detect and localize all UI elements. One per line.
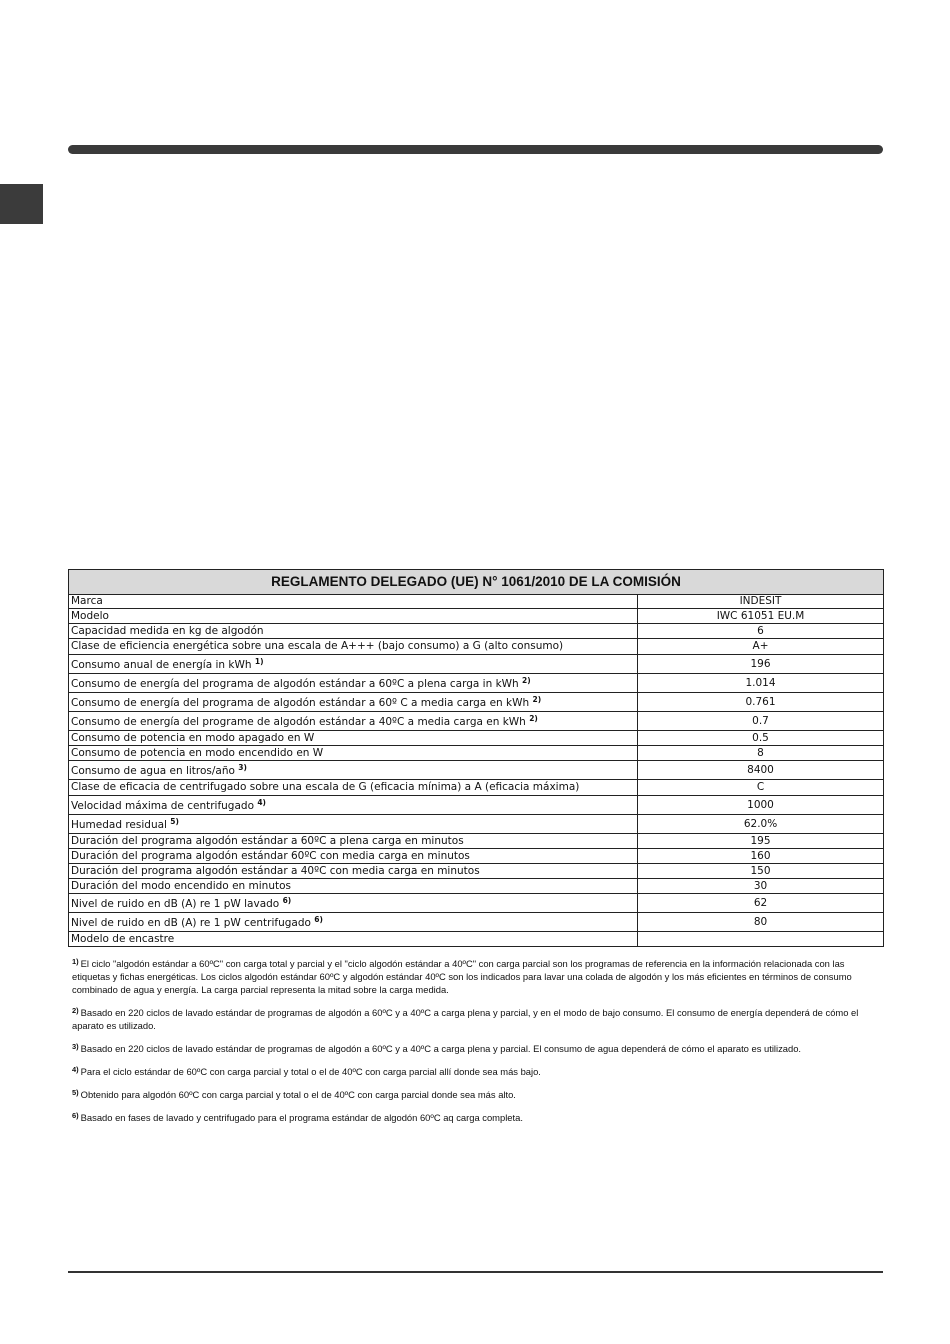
- footnote-text: Basado en 220 ciclos de lavado estándar de programas de algodón a 60ºC y a 40ºC a carga plena y parcial, y en el modo de bajo consumo. El consumo de energía dependerá de cómo el aparato es utilizado.: [72, 1007, 859, 1031]
- row-value: C: [638, 780, 884, 796]
- footnote-mark: 2): [72, 1006, 79, 1015]
- footnote-text: Basado en 220 ciclos de lavado estándar de programas de algodón a 60ºC y a 40ºC a carga plena y parcial. El consumo de agua dependerá de cómo el aparato es utilizado.: [80, 1043, 802, 1054]
- row-value: 195: [638, 834, 884, 849]
- table-title: REGLAMENTO DELEGADO (UE) N° 1061/2010 DE LA COMISIÓN: [69, 570, 884, 595]
- row-label-text: Consumo de potencia en modo apagado en W: [71, 731, 315, 744]
- row-label: [69, 595, 638, 609]
- row-label-text: Marca: [71, 595, 103, 608]
- row-label: [69, 879, 638, 894]
- footnote-ref: 2): [522, 675, 531, 685]
- footnote-ref: 1): [254, 656, 264, 666]
- table-row: [69, 693, 884, 712]
- row-value: A+: [638, 639, 884, 655]
- row-label-text: Clase de eficacia de centrifugado sobre una escala de G (eficacia mínima) a A (eficacia máxima): [71, 781, 580, 794]
- row-label: [69, 639, 638, 655]
- footnote: [72, 1004, 882, 1032]
- footnote-ref: 2): [529, 713, 538, 723]
- row-label-text: Duración del programa algodón estándar 60ºC con media carga en minutos: [71, 849, 470, 862]
- footnote-mark: 3): [72, 1042, 79, 1051]
- footnote: [72, 1063, 882, 1078]
- footnote: [72, 1109, 882, 1124]
- footnote-text: El ciclo "algodón estándar a 60ºC" con carga total y parcial y el "ciclo algodón estándar a 40ºC" con carga parcial son los programas de referencia en la información relacionada con las etiquetas y fichas energéticas. Los ciclos algodón estándar 60ºC y algodón estándar 40ºC son los indicados para lavar una colada de algodón y los más eficientes en términos de consumo combinado de agua y energía. La carga parcial representa la mitad sobre la carga medida.: [72, 958, 852, 995]
- regulation-table: [68, 569, 884, 947]
- footnote-ref: 5): [170, 816, 179, 826]
- row-label-text: Consumo de potencia en modo encendido en W: [71, 746, 324, 759]
- table-row: [69, 913, 884, 932]
- row-value: 62: [638, 894, 884, 913]
- row-label-text: Consumo de energía del programa de algodón estándar a 60º C a media carga en kWh: [71, 696, 530, 709]
- row-value: 8: [638, 746, 884, 761]
- row-label: [69, 913, 638, 932]
- row-label: [69, 624, 638, 639]
- footnote-mark: 4): [72, 1065, 79, 1074]
- table-body: [69, 595, 884, 947]
- row-value: INDESIT: [638, 595, 884, 609]
- row-label: [69, 674, 638, 693]
- table-row: [69, 894, 884, 913]
- row-label: [69, 712, 638, 731]
- footnote-ref: 6): [282, 895, 292, 905]
- table-row: [69, 796, 884, 815]
- row-value: 30: [638, 879, 884, 894]
- row-value: 196: [638, 655, 884, 674]
- row-value: 0.5: [638, 731, 884, 746]
- row-label-text: Duración del programa algodón estándar a 40ºC con media carga en minutos: [71, 864, 480, 877]
- row-value: 1.014: [638, 674, 884, 693]
- row-label-text: Velocidad máxima de centrifugado: [71, 799, 254, 812]
- table-row: [69, 879, 884, 894]
- table-row: [69, 609, 884, 624]
- table-row: [69, 761, 884, 780]
- row-label-text: Capacidad medida en kg de algodón: [71, 624, 264, 637]
- footnote-text: Para el ciclo estándar de 60ºC con carga parcial y total o el de 40ºC con carga parcial allí donde sea más bajo.: [80, 1066, 541, 1077]
- footnote: [72, 1086, 882, 1101]
- table-row: [69, 849, 884, 864]
- header-rule: [68, 145, 883, 154]
- row-value: 8400: [638, 761, 884, 780]
- row-value: 0.761: [638, 693, 884, 712]
- row-label-text: Humedad residual: [71, 818, 167, 831]
- table-row: [69, 932, 884, 947]
- table-row: [69, 712, 884, 731]
- footnote-ref: 2): [532, 694, 542, 704]
- row-value: 6: [638, 624, 884, 639]
- table-row: [69, 595, 884, 609]
- row-value: [638, 932, 884, 947]
- table-row: [69, 864, 884, 879]
- row-value: IWC 61051 EU.M: [638, 609, 884, 624]
- row-label-text: Consumo de agua en litros/año: [71, 764, 235, 777]
- footnote-ref: 4): [257, 797, 266, 807]
- table-row: [69, 746, 884, 761]
- row-label: [69, 655, 638, 674]
- row-label-text: Modelo de encastre: [71, 932, 175, 945]
- row-value: 160: [638, 849, 884, 864]
- row-label: [69, 864, 638, 879]
- footer-rule: [68, 1271, 883, 1273]
- row-label-text: Nivel de ruido en dB (A) re 1 pW lavado: [71, 897, 280, 910]
- table-row: [69, 624, 884, 639]
- row-label: [69, 731, 638, 746]
- row-label: [69, 761, 638, 780]
- row-value: 80: [638, 913, 884, 932]
- row-label: [69, 834, 638, 849]
- footnote-mark: 5): [72, 1088, 79, 1097]
- table-row: [69, 674, 884, 693]
- row-label: [69, 815, 638, 834]
- footnote-text: Obtenido para algodón 60ºC con carga parcial y total o el de 40ºC con carga parcial donde sea más alto.: [80, 1089, 516, 1100]
- row-label-text: Duración del modo encendido en minutos: [71, 879, 291, 892]
- row-label: [69, 780, 638, 796]
- row-label: [69, 932, 638, 947]
- footnote: [72, 1040, 882, 1055]
- row-label: [69, 609, 638, 624]
- row-label: [69, 894, 638, 913]
- language-tab-marker: [0, 184, 43, 224]
- row-label: [69, 746, 638, 761]
- footnote-mark: 1): [72, 957, 79, 966]
- footnote-text: Basado en fases de lavado y centrifugado para el programa estándar de algodón 60ºC aq carga completa.: [80, 1112, 523, 1123]
- table-row: [69, 780, 884, 796]
- table-row: [69, 639, 884, 655]
- footnote-mark: 6): [72, 1111, 79, 1120]
- row-value: 62.0%: [638, 815, 884, 834]
- footnotes: [72, 955, 882, 1132]
- row-label-text: Duración del programa algodón estándar a 60ºC a plena carga en minutos: [71, 834, 464, 847]
- row-value: 1000: [638, 796, 884, 815]
- row-label: [69, 796, 638, 815]
- row-label: [69, 693, 638, 712]
- footnote-ref: 6): [314, 914, 323, 924]
- row-value: 0.7: [638, 712, 884, 731]
- footnote-ref: 3): [238, 762, 247, 772]
- table-row: [69, 834, 884, 849]
- row-label-text: Consumo anual de energía in kWh: [71, 658, 252, 671]
- row-label-text: Modelo: [71, 609, 109, 622]
- table-row: [69, 655, 884, 674]
- row-label-text: Clase de eficiencia energética sobre una escala de A+++ (bajo consumo) a G (alto consumo): [71, 640, 564, 653]
- row-label-text: Consumo de energía del programe de algodón estándar a 40ºC a media carga en kWh: [71, 715, 526, 728]
- table-row: [69, 731, 884, 746]
- row-value: 150: [638, 864, 884, 879]
- row-label-text: Consumo de energía del programa de algodón estándar a 60ºC a plena carga in kWh: [71, 677, 519, 690]
- table-row: [69, 815, 884, 834]
- row-label: [69, 849, 638, 864]
- footnote: [72, 955, 882, 996]
- row-label-text: Nivel de ruido en dB (A) re 1 pW centrifugado: [71, 916, 311, 929]
